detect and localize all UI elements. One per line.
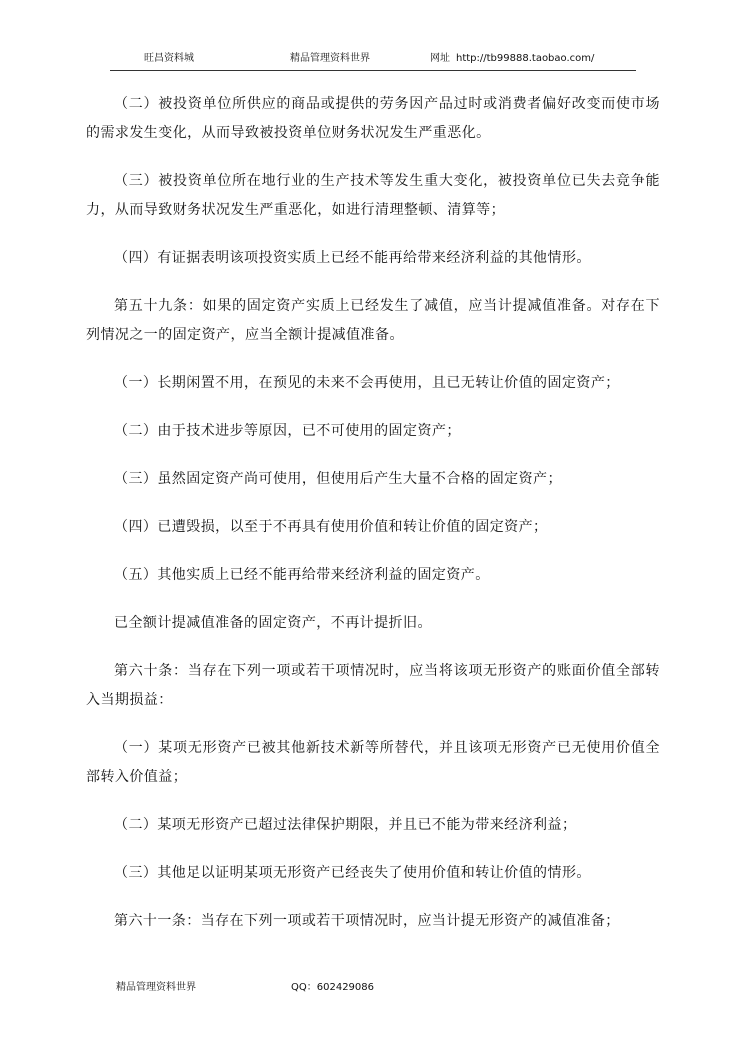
paragraph: 第六十条：当存在下列一项或若干项情况时，应当将该项无形资产的账面价值全部转入当期损益：	[86, 663, 660, 708]
header-site-name: 精品管理资料世界	[290, 53, 370, 64]
header-url-link[interactable]: http://tb99888.taobao.com/	[456, 53, 595, 64]
paragraph: 已全额计提减值准备的固定资产，不再计提折旧。	[114, 615, 432, 631]
paragraph: （三）其他足以证明某项无形资产已经丧失了使用价值和转让价值的情形。	[114, 865, 591, 881]
paragraph: 第六十一条：当存在下列一项或若干项情况时，应当计提无形资产的减值准备；	[114, 913, 620, 929]
footer-site-name: 精品管理资料世界	[116, 982, 196, 993]
paragraph: （二）由于技术进步等原因，已不可使用的固定资产；	[114, 423, 461, 439]
header-shop-name: 旺昌资料城	[144, 53, 194, 64]
paragraph: （四）有证据表明该项投资实质上已经不能再给带来经济利益的其他情形。	[114, 250, 591, 266]
paragraph: （二）被投资单位所供应的商品或提供的劳务因产品过时或消费者偏好改变而使市场的需求发生变化，从而导致被投资单位财务状况发生严重恶化。	[86, 96, 660, 141]
footer-qq: QQ：602429086	[291, 982, 375, 993]
header-url-label: 网址	[430, 53, 450, 64]
paragraph: （三）被投资单位所在地行业的生产技术等发生重大变化，被投资单位已失去竞争能力，从而导致财务状况发生严重恶化，如进行清理整顿、清算等；	[86, 173, 660, 218]
paragraph: （二）某项无形资产已超过法律保护期限，并且已不能为带来经济利益；	[114, 817, 577, 833]
paragraph: （一）长期闲置不用，在预见的未来不会再使用，且已无转让价值的固定资产；	[114, 375, 620, 391]
paragraph: （三）虽然固定资产尚可使用，但使用后产生大量不合格的固定资产；	[114, 471, 562, 487]
paragraph: （四）已遭毁损，以至于不再具有使用价值和转让价值的固定资产；	[114, 519, 548, 535]
paragraph: （一）某项无形资产已被其他新技术新等所替代，并且该项无形资产已无使用价值全部转入价值益；	[86, 740, 660, 785]
paragraph: （五）其他实质上已经不能再给带来经济利益的固定资产。	[114, 567, 490, 583]
paragraph: 第五十九条：如果的固定资产实质上已经发生了减值，应当计提减值准备。对存在下列情况之一的固定资产，应当全额计提减值准备。	[86, 298, 660, 343]
document-body	[86, 90, 660, 955]
page-header	[110, 52, 636, 71]
